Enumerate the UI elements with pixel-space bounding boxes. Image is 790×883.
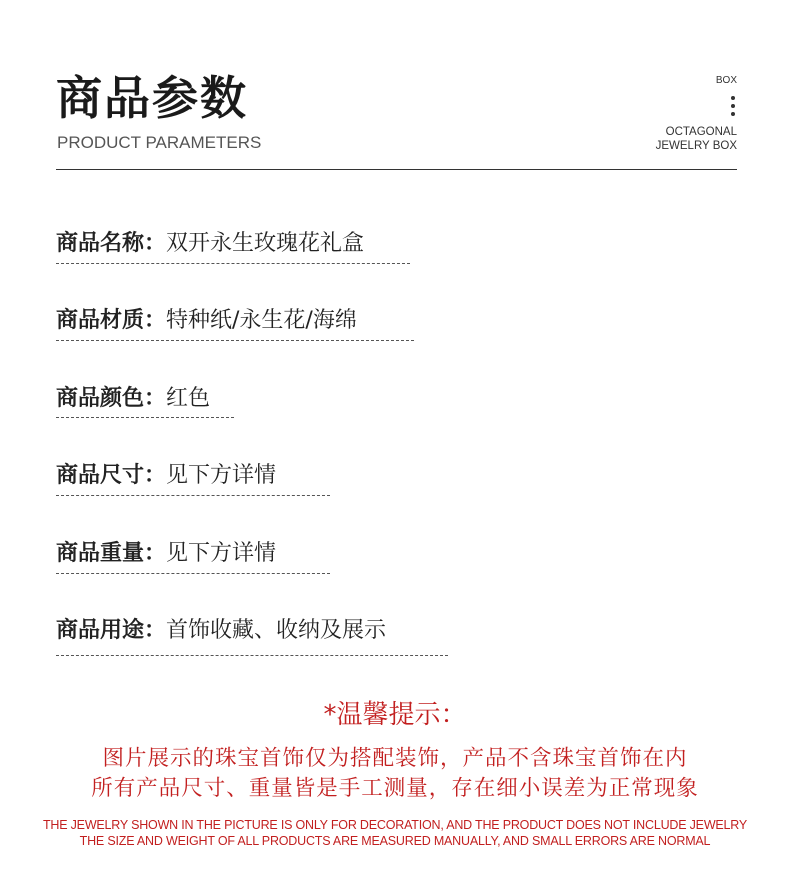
- notice-en-line-1: THE JEWELRY SHOWN IN THE PICTURE IS ONLY FOR DECORATION, AND THE PRODUCT DOES NOT INCLUDE JEWELRY: [42, 818, 748, 832]
- param-name: [56, 226, 364, 257]
- param-label: 商品颜色：: [56, 386, 167, 411]
- param-divider: [56, 573, 330, 574]
- tag-line-1: OCTAGONAL: [665, 126, 737, 138]
- param-weight: [56, 536, 276, 567]
- param-divider: [56, 417, 234, 418]
- param-divider: [56, 340, 414, 341]
- tag-line-2: JEWELRY BOX: [655, 140, 737, 152]
- notice-line-2: 所有产品尺寸、重量皆是手工测量，存在细小误差为正常现象: [91, 776, 699, 801]
- param-value: 特种纸/永生花/海绵: [166, 308, 357, 333]
- box-tag: BOX: [715, 75, 737, 86]
- param-value: 双开永生玫瑰花礼盒: [166, 231, 365, 256]
- param-material: [56, 303, 357, 334]
- notice-title: *温馨提示：: [323, 700, 467, 730]
- param-value: 红色: [166, 386, 211, 411]
- notice-line-1: 图片展示的珠宝首饰仅为搭配装饰，产品不含珠宝首饰在内: [102, 746, 688, 771]
- param-label: 商品用途：: [56, 618, 167, 643]
- param-label: 商品材质：: [56, 308, 167, 333]
- param-label: 商品名称：: [56, 231, 167, 256]
- param-value: 见下方详情: [166, 541, 277, 566]
- param-label: 商品尺寸：: [56, 463, 167, 488]
- param-color: [56, 381, 210, 412]
- param-value: 首饰收藏、收纳及展示: [166, 618, 387, 643]
- page-title: 商品参数: [56, 71, 248, 125]
- param-divider: [56, 263, 410, 264]
- param-divider: [56, 495, 330, 496]
- notice-en-line-2: THE SIZE AND WEIGHT OF ALL PRODUCTS ARE MEASURED MANUALLY, AND SMALL ERRORS ARE NORMAL: [79, 834, 711, 848]
- param-divider: [56, 655, 448, 656]
- param-usage: [56, 613, 386, 644]
- page-subtitle: PRODUCT PARAMETERS: [57, 133, 262, 152]
- header-divider: [56, 169, 737, 170]
- param-label: 商品重量：: [56, 541, 167, 566]
- param-size: [56, 458, 276, 489]
- param-value: 见下方详情: [166, 463, 277, 488]
- vertical-dots-icon: [731, 96, 737, 120]
- product-type-tag: [656, 125, 737, 153]
